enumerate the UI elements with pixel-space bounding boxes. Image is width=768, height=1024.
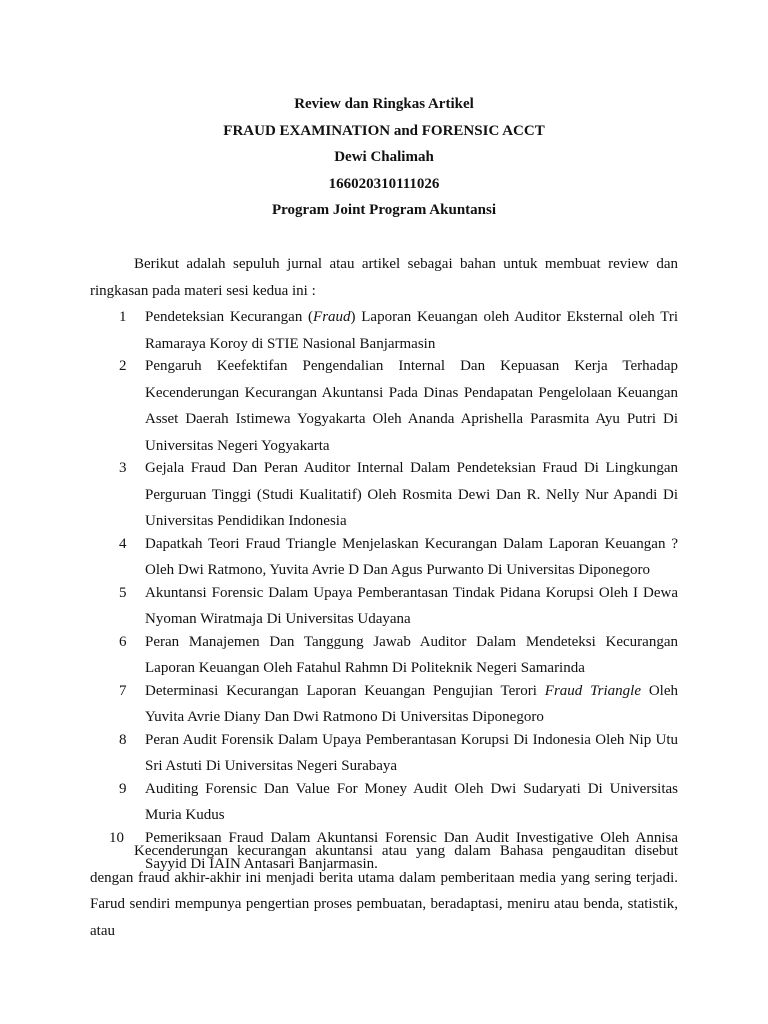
list-number: 2 xyxy=(119,358,127,374)
list-item-italic-term: Fraud xyxy=(313,309,351,325)
list-item-text: Pengaruh Keefektifan Pengendalian Internal Dan Kepuasan Kerja Terhadap Kecenderungan Kecurangan Akuntansi Pada Dinas Pendapatan Pengelolaan Keuangan Asset Daerah Istimewa Yogyakarta Oleh Ananda Aprishella Parasmita Ayu Putri Di Universitas Negeri Yogyakarta xyxy=(145,358,678,454)
list-item-text-part: Oleh Yuvita Avrie Diany Dan Dwi Ratmono Di Universitas Diponegoro xyxy=(145,682,678,725)
list-item xyxy=(90,580,678,633)
list-number: 6 xyxy=(119,633,127,650)
list-number: 3 xyxy=(119,460,127,476)
list-item-text: Gejala Fraud Dan Peran Auditor Internal Dalam Pendeteksian Fraud Di Lingkungan Perguruan Tinggi (Studi Kualitatif) Oleh Rosmita Dewi Dan R. Nelly Nur Apandi Di Universitas Pendidikan Indonesia xyxy=(145,460,678,529)
intro-text: Berikut adalah sepuluh jurnal atau artikel sebagai bahan untuk membuat review dan ringkasan pada materi sesi kedua ini : xyxy=(90,256,678,299)
list-number: 10 xyxy=(109,829,124,846)
list-number: 9 xyxy=(119,780,127,797)
list-item-text: Peran Audit Forensik Dalam Upaya Pemberantasan Korupsi Di Indonesia Oleh Nip Utu Sri Astuti Di Universitas Negeri Surabaya xyxy=(145,731,678,774)
article-list xyxy=(90,304,678,874)
list-item-text xyxy=(145,304,678,357)
header-title: Review dan Ringkas Artikel xyxy=(294,96,474,112)
list-item-text-part: Determinasi Kecurangan Laporan Keuangan Pengujian Terori xyxy=(145,682,545,699)
list-item-text: Pemeriksaan Fraud Dalam Akuntansi Forensic Dan Audit Investigative Oleh Annisa Sayyid Di IAIN Antasari Banjarmasin. xyxy=(145,829,678,872)
list-item xyxy=(90,629,678,682)
list-item-text: Auditing Forensic Dan Value For Money Audit Oleh Dwi Sudaryati Di Universitas Muria Kudus xyxy=(145,780,678,823)
list-item-text xyxy=(145,678,678,731)
list-number: 1 xyxy=(119,309,127,325)
list-item xyxy=(90,455,678,535)
list-item xyxy=(90,353,678,459)
list-number: 8 xyxy=(119,731,127,748)
list-item-text: Dapatkah Teori Fraud Triangle Menjelaskan Kecurangan Dalam Laporan Keuangan ? Oleh Dwi Ratmono, Yuvita Avrie D Dan Agus Purwanto Di Universitas Diponegoro xyxy=(145,535,678,578)
list-item-text: Peran Manajemen Dan Tanggung Jawab Auditor Dalam Mendeteksi Kecurangan Laporan Keuangan Oleh Fatahul Rahmn Di Politeknik Negeri Samarinda xyxy=(145,633,678,676)
closing-text: Kecenderungan kecurangan akuntansi atau yang dalam Bahasa pengauditan disebut dengan fraud akhir-akhir ini menjadi berita utama dalam pemberitaan media yang sering terjadi. Farud sendiri mempunya pengertian proses pembuatan, beradaptasi, meniru atau benda, statistik, atau xyxy=(90,843,678,939)
header-student-id: 166020310111026 xyxy=(328,175,440,192)
list-item xyxy=(90,727,678,780)
list-item-text-part: ) Laporan Keuangan oleh Auditor Eksternal oleh Tri Ramaraya Koroy di STIE Nasional Banjarmasin xyxy=(145,309,678,352)
list-item xyxy=(90,776,678,829)
header-program: Program Joint Program Akuntansi xyxy=(271,202,497,218)
list-item-text-part: Pendeteksian Kecurangan ( xyxy=(145,309,314,325)
document-header xyxy=(90,91,678,224)
list-number: 7 xyxy=(119,682,127,699)
list-item xyxy=(90,678,678,731)
header-author: Dewi Chalimah xyxy=(334,149,434,165)
list-item xyxy=(90,304,678,357)
intro-paragraph xyxy=(90,251,678,304)
list-number: 4 xyxy=(119,535,127,552)
closing-paragraph xyxy=(90,838,678,944)
header-course: FRAUD EXAMINATION and FORENSIC ACCT xyxy=(223,122,545,139)
list-item xyxy=(90,531,678,584)
list-item-italic-term: Fraud Triangle xyxy=(544,682,641,699)
list-number: 5 xyxy=(119,584,127,601)
list-item-text: Akuntansi Forensic Dalam Upaya Pemberantasan Tindak Pidana Korupsi Oleh I Dewa Nyoman Wiratmaja Di Universitas Udayana xyxy=(145,584,678,627)
